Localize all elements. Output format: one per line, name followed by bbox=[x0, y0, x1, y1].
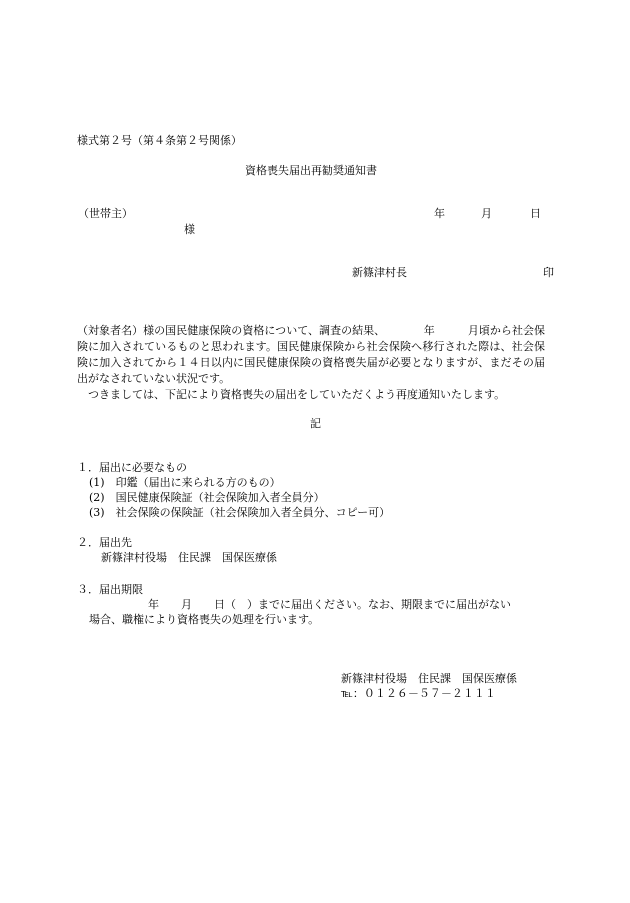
document-title: 資格喪失届出再勧奨通知書 bbox=[245, 164, 377, 177]
body-paragraph-2: つきましては、下記により資格喪失の届出をしていただくよう再度通知いたします。 bbox=[77, 388, 506, 401]
footer-tel: ℡：０１２６－５７－２１１１ bbox=[341, 687, 496, 700]
form-header: 様式第２号（第４条第２号関係） bbox=[77, 134, 242, 147]
date-year: 年 bbox=[434, 207, 445, 220]
section-3-line-2: 場合、職権により資格喪失の処理を行います。 bbox=[89, 613, 320, 626]
body-text bbox=[77, 323, 545, 403]
recipient-honorific: 様 bbox=[184, 223, 195, 236]
recipient-label: （世帯主） bbox=[78, 207, 133, 220]
footer-office: 新篠津村役場 住民課 国保医療係 bbox=[341, 672, 517, 685]
sender-name: 新篠津村長 bbox=[352, 266, 407, 279]
section-1-item-3: (3) 社会保険の保険証（社会保険加入者全員分、コピー可） bbox=[89, 506, 391, 519]
section-2-heading: ２．届出先 bbox=[77, 536, 132, 549]
ki-marker: 記 bbox=[310, 417, 321, 430]
body-paragraph-1: （対象者名）様の国民健康保険の資格について、調査の結果、 年 月頃から社会保険に加入されているものと思われます。国民健康保険から社会保険へ移行された際は、社会保険に加入されてから１４日以内に国民健康保険の資格喪失届が必要となりますが、まだその届出がなされていない状況です。 bbox=[77, 324, 545, 385]
date-day: 日 bbox=[530, 207, 541, 220]
section-3-heading: ３．届出期限 bbox=[77, 583, 143, 596]
section-2-text: 新篠津村役場 住民課 国保医療係 bbox=[101, 551, 277, 564]
seal-mark: 印 bbox=[543, 266, 554, 279]
section-1-heading: １．届出に必要なもの bbox=[77, 461, 187, 474]
section-1-item-1: (1) 印鑑（届出に来られる方のもの） bbox=[89, 476, 281, 489]
section-1-item-2: (2) 国民健康保険証（社会保険加入者全員分） bbox=[89, 491, 325, 504]
section-3-line-1: 年 月 日（ ）までに届出ください。なお、期限までに届出がない bbox=[148, 598, 511, 611]
date-month: 月 bbox=[481, 207, 492, 220]
